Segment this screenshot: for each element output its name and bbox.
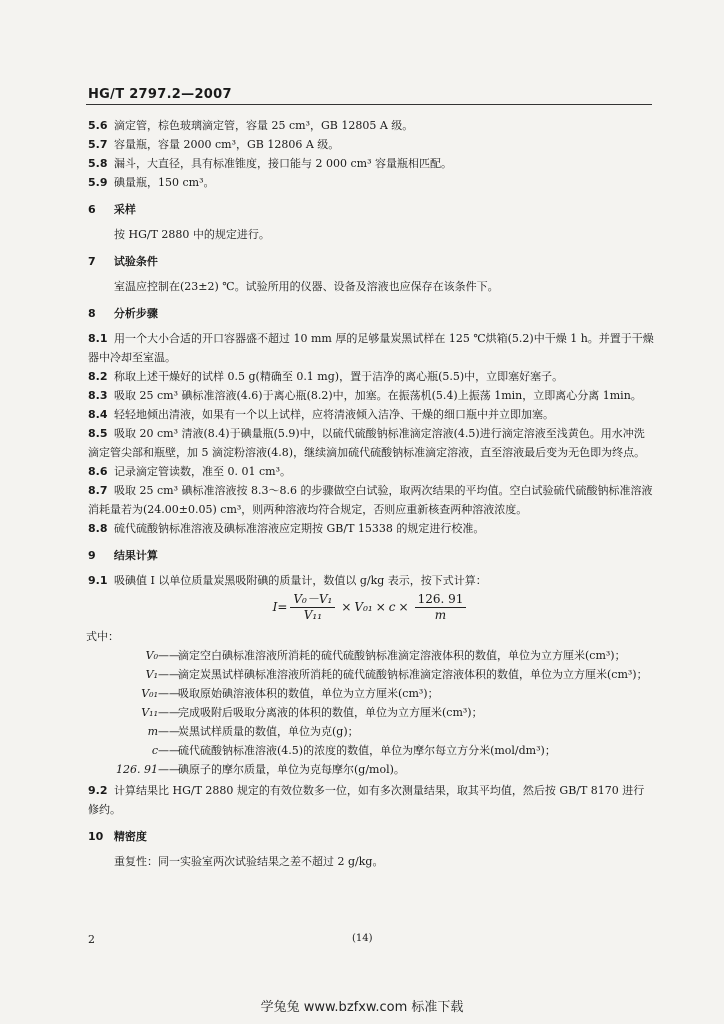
clause-text: 吸取 20 cm³ 清液(8.4)于碘量瓶(5.9)中，以硫代硫酸钠标准滴定溶液(4.5)进行滴定溶液至浅黄色。用水冲洗滴定管尖部和瓶壁，加 5 滴淀粉溶液(4.8)，继续滴加硫代硫酸钠标准滴定溶液，直至溶液最后变为无色即为终点。 [88,427,646,459]
print-page-number: (14) [352,933,373,944]
clause-number: 8.6 [88,465,108,478]
definition-dash: —— [158,744,180,757]
header-rule [86,104,652,105]
clause-9-1 [88,571,654,590]
section-number: 9 [88,549,96,562]
definition-sym: V₁₁ [141,706,158,719]
clause [88,154,654,173]
section-number: 7 [88,255,96,268]
definition-dash: —— [158,725,180,738]
definition-dash: —— [158,706,180,719]
formula-c: c [388,600,396,614]
clause-number: 5.9 [88,176,108,189]
clause-text: 计算结果比 HG/T 2880 规定的有效位数多一位，如有多次测量结果，取其平均值，然后按 GB/T 8170 进行修约。 [88,784,645,816]
clause-number: 8.4 [88,408,108,421]
clause-number: 8.1 [88,332,108,345]
times-operator: × [398,600,409,614]
where-label: 式中： [86,630,119,643]
clause-number: 5.6 [88,119,108,132]
variable-definition [88,665,654,684]
clause-text: 吸碘值 I 以单位质量炭黑吸附碘的质量计，数值以 g/kg 表示，按下式计算： [114,574,487,587]
clause-number: 5.8 [88,157,108,170]
clause [88,367,654,386]
definition-text: 碘原子的摩尔质量，单位为克每摩尔(g/mol)。 [178,763,405,776]
section-6-heading [88,200,654,219]
variable-definition [88,646,654,665]
definition-sym: V₁ [145,668,158,681]
clause [88,519,654,538]
clause [88,386,654,405]
times-operator: × [375,600,386,614]
fraction-numerator: V₀－V₁ [290,592,335,608]
definition-text: 吸取原始碘溶液体积的数值，单位为立方厘米(cm³)； [178,687,439,700]
section-8-items [88,329,654,538]
clause-number: 5.7 [88,138,108,151]
definition-sym: V₀ [145,649,158,662]
watermark-text: 学兔兔 www.bzfxw.com 标准下载 [260,1000,464,1015]
section-title: 结果计算 [113,549,158,562]
clause-number: 9.2 [88,784,108,797]
section-6-text: 按 HG/T 2880 中的规定进行。 [114,228,270,241]
section-title: 分析步骤 [113,307,158,320]
clause-text: 吸取 25 cm³ 碘标准溶液按 8.3～8.6 的步骤做空白试验，取两次结果的平均值。空白试验硫代硫酸钠标准溶液消耗量若为(24.00±0.05) cm³，则两种溶液均符合规定，否则应重新核查两种溶液浓度。 [88,484,653,516]
section-title: 精密度 [113,830,147,843]
clause-number: 8.2 [88,370,108,383]
definition-sym: V₀₁ [141,687,158,700]
section-number: 6 [88,203,96,216]
clause-text: 吸取 25 cm³ 碘标准溶液(4.6)于离心瓶(8.2)中，加塞。在振荡机(5.4)上振荡 1min，立即离心分离 1min。 [114,389,642,402]
definition-dash: —— [158,763,180,776]
section-number: 8 [88,307,96,320]
clause-text: 硫代硫酸钠标准溶液及碘标准溶液应定期按 GB/T 15338 的规定进行校准。 [114,522,485,535]
clause-text: 轻轻地倾出清液，如果有一个以上试样，应将清液倾入洁净、干燥的细口瓶中并立即加塞。 [114,408,554,421]
definition-text: 炭黑试样质量的数值，单位为克(g)； [178,725,359,738]
clause-text: 记录滴定管读数，准至 0. 01 cm³。 [114,465,291,478]
section-7-heading [88,252,654,271]
clause [88,135,654,154]
definition-sym: 126. 91 [116,763,158,776]
definition-text: 滴定炭黑试样碘标准溶液所消耗的硫代硫酸钠标准滴定溶液体积的数值，单位为立方厘米(cm³)； [178,668,648,681]
clause [88,481,654,519]
section-9-heading [88,546,654,565]
clause-text: 滴定管，棕色玻璃滴定管，容量 25 cm³，GB 12805 A 级。 [114,119,414,132]
variable-definition [88,741,654,760]
formula-v01: V₀₁ [354,600,373,614]
clause-number: 9.1 [88,574,108,587]
document-body [88,116,654,877]
clause [88,424,654,462]
variable-definitions [88,646,654,779]
clause-text: 称取上述干燥好的试样 0.5 g(精确至 0.1 mg)，置于洁净的离心瓶(5.5)中，立即塞好塞子。 [114,370,564,383]
clause-number: 8.8 [88,522,108,535]
clause [88,173,654,192]
section-10-text: 重复性：同一实验室两次试验结果之差不超过 2 g/kg。 [114,855,384,868]
clause [88,116,654,135]
clause-number: 8.5 [88,427,108,440]
section-7-text: 室温应控制在(23±2) ℃。试验所用的仪器、设备及溶液也应保存在该条件下。 [114,280,499,293]
fraction-denominator: m [434,608,447,622]
clause-number: 8.7 [88,484,108,497]
variable-definition [88,684,654,703]
definition-dash: —— [158,668,180,681]
formula-lhs: I= [272,600,288,614]
section-number: 10 [88,830,104,843]
standard-number: HG/T 2797.2—2007 [88,87,232,102]
clause [88,462,654,481]
definition-text: 滴定空白碘标准溶液所消耗的硫代硫酸钠标准滴定溶液体积的数值，单位为立方厘米(cm³)； [178,649,626,662]
clause-text: 用一个大小合适的开口容器盛不超过 10 mm 厚的足够量炭黑试样在 125 ℃烘箱(5.2)中干燥 1 h。并置于干燥器中冷却至室温。 [88,332,654,364]
definition-sym: m [147,725,158,738]
fraction-denominator: V₁₁ [303,608,323,622]
fraction-numerator: 126. 91 [415,592,467,608]
clause [88,329,654,367]
section-5-items [88,116,654,192]
times-operator: × [341,600,352,614]
clause-9-2 [88,781,654,819]
section-8-heading [88,304,654,323]
formula-fraction-2 [415,592,467,623]
section-title: 采样 [113,203,136,216]
page-number: 2 [88,933,95,946]
iodine-formula [88,592,654,623]
definition-dash: —— [158,687,180,700]
definition-text: 硫代硫酸钠标准溶液(4.5)的浓度的数值，单位为摩尔每立方分米(mol/dm³)； [178,744,556,757]
variable-definition [88,722,654,741]
definition-text: 完成吸附后吸取分离液的体积的数值，单位为立方厘米(cm³)； [178,706,483,719]
definition-sym: c [151,744,158,757]
variable-definition [88,703,654,722]
definition-dash: —— [158,649,180,662]
section-10-heading [88,827,654,846]
formula-fraction-1 [290,592,335,623]
clause-text: 容量瓶，容量 2000 cm³，GB 12806 A 级。 [114,138,340,151]
variable-definition [88,760,654,779]
clause-text: 漏斗，大直径，具有标准锥度，接口能与 2 000 cm³ 容量瓶相匹配。 [114,157,452,170]
section-title: 试验条件 [113,255,158,268]
clause-number: 8.3 [88,389,108,402]
clause-text: 碘量瓶，150 cm³。 [114,176,215,189]
clause [88,405,654,424]
